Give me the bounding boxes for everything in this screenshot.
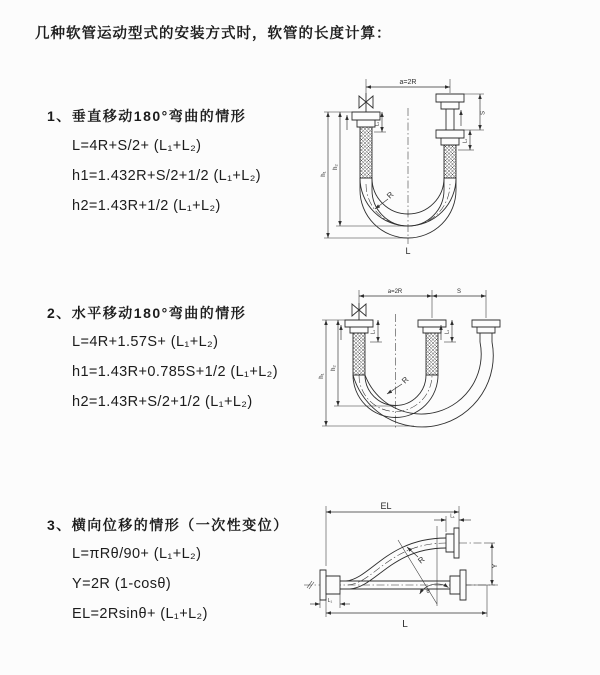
section-2-heading: 2、水平移动180°弯曲的情形 [47, 305, 247, 321]
braided-hose-section [426, 333, 438, 375]
dim-offset-y [466, 543, 499, 585]
section-3-heading: 3、横向位移的情形（一次性变位） [47, 517, 289, 533]
dim-label-h1: h₁ [321, 171, 327, 177]
left-flange [320, 570, 340, 600]
braided-hose-section [360, 127, 372, 178]
middle-pipe [418, 320, 446, 375]
diagram-lateral-displacement [298, 496, 508, 628]
dim-label-h2: h₂ [333, 164, 339, 170]
dim-label-l1: L₁ [450, 513, 455, 520]
dim-label-h2: h₂ [331, 365, 337, 371]
diagram-horizontal-180-bend [314, 280, 559, 448]
dim-span [359, 289, 486, 318]
dim-label-length: L [405, 246, 411, 256]
diagram-vertical-180-bend [316, 66, 546, 258]
dim-label-s: S [456, 289, 462, 295]
valve-icon [359, 93, 373, 112]
section-3-formula-EL: EL=2Rsinθ+ (L₁+L₂) [72, 606, 208, 622]
dim-label-span: a=2R [399, 79, 417, 86]
section-2-formula-h2: h2=1.43R+S/2+1/2 (L₁+L₂) [72, 394, 253, 410]
dim-label-l1: L₁ [327, 598, 333, 604]
dim-el [326, 501, 459, 566]
dim-label-l1: L₁ [462, 138, 469, 144]
section-1-formula-L: L=4R+S/2+ (L₁+L₂) [72, 138, 202, 154]
dim-label-l1: L₁ [444, 329, 451, 335]
dim-label-radius: R [416, 554, 427, 566]
dim-label-l1: L₁ [374, 121, 381, 127]
dim-span [366, 79, 450, 93]
dim-label-l1: L₁ [370, 329, 377, 335]
dim-label-h1: h₁ [319, 373, 325, 379]
dim-label-radius: R [400, 375, 411, 386]
dim-label-s: S [480, 110, 487, 116]
left-pipe [345, 320, 373, 375]
u-bend-original [353, 375, 438, 418]
right-flange-displaced [446, 528, 484, 558]
section-3-formula-Y: Y=2R (1-cosθ) [72, 576, 172, 592]
dim-label-length: L [402, 619, 408, 630]
dim-label-theta: θ [426, 589, 430, 595]
braided-hose-section [353, 333, 365, 375]
radius-callout [407, 547, 427, 565]
dim-l1-bottom [310, 594, 350, 608]
right-flange-original [450, 570, 466, 600]
right-pipe [436, 94, 464, 178]
section-2-formula-h1: h1=1.43R+0.785S+1/2 (L₁+L₂) [72, 364, 278, 380]
dim-label-span: a=2R [387, 289, 403, 295]
section-3-formula-L: L=πRθ/90+ (L₁+L₂) [72, 546, 202, 562]
dim-stroke-s [464, 94, 487, 130]
section-1-heading: 1、垂直移动180°弯曲的情形 [47, 108, 247, 124]
section-1-formula-h1: h1=1.432R+S/2+1/2 (L₁+L₂) [72, 168, 262, 184]
dim-label-y: Y [492, 563, 499, 569]
dim-l1-top [434, 514, 471, 533]
section-2-formula-L: L=4R+1.57S+ (L₁+L₂) [72, 334, 219, 350]
page-title: 几种软管运动型式的安装方式时，软管的长度计算： [35, 26, 392, 42]
section-1-formula-h2: h2=1.43R+1/2 (L₁+L₂) [72, 198, 221, 214]
u-bend-moved [353, 342, 493, 427]
radius-callout [387, 375, 411, 394]
braided-hose-section [444, 145, 456, 178]
dim-label-radius: R [385, 190, 396, 201]
right-pipe-moved [472, 320, 500, 342]
dim-stroke-s [432, 289, 486, 296]
dim-label-el: EL [380, 501, 392, 511]
valve-icon [352, 303, 366, 320]
